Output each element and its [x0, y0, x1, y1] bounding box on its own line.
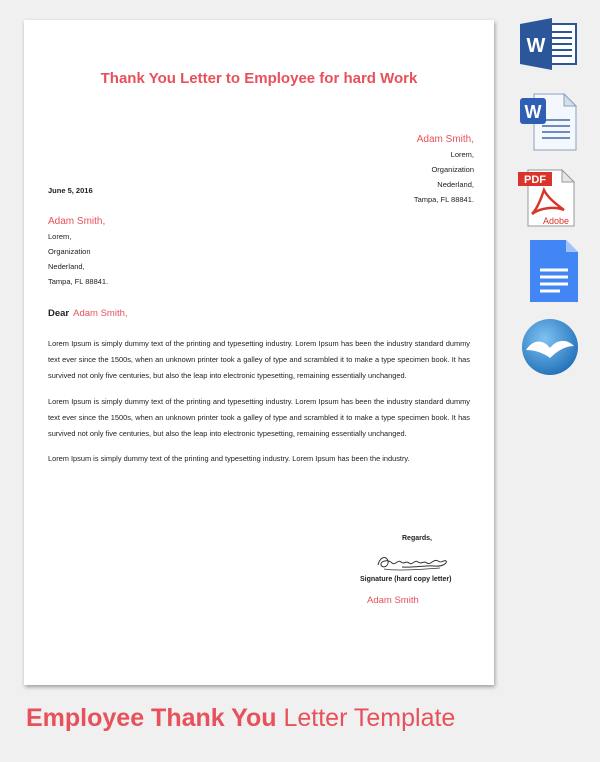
salutation-word: Dear — [48, 308, 70, 319]
sender-block — [414, 133, 474, 207]
signer-name: Adam Smith — [367, 595, 419, 606]
body-paragraph: Lorem Ipsum is simply dummy text of the printing and typesetting industry. Lorem Ipsum has been the industry standard dummy text ever since the 1500s, when an unknown printer took a galley of type and scrambled it to make a type specimen book. It has survived not only five centuries, but also the leap into electronic typesetting, remaining essentially unchanged. — [48, 339, 470, 381]
recipient-name: Adam Smith, — [48, 216, 106, 227]
handwritten-signature — [374, 549, 454, 575]
letter-title: Thank You Letter to Employee for hard Work — [100, 70, 418, 87]
word-new-letter: W — [526, 35, 546, 57]
word-new-icon[interactable] — [514, 14, 590, 79]
salutation-name: Adam Smith, — [73, 308, 128, 319]
recipient-line: Organization — [48, 247, 91, 256]
sender-line: Organization — [431, 165, 474, 174]
caption-bold: Employee Thank You — [26, 704, 277, 732]
letter-body — [48, 336, 470, 476]
sender-line: Nederland, — [437, 180, 474, 189]
letter-page — [24, 20, 494, 685]
signature-label: Signature (hard copy letter) — [360, 576, 452, 583]
letter-date: June 5, 2016 — [48, 186, 93, 195]
recipient-line: Lorem, — [48, 232, 72, 241]
word-old-letter: W — [524, 102, 542, 122]
pdf-icon[interactable] — [514, 168, 590, 233]
adobe-label: Adobe — [542, 216, 570, 226]
pdf-label: PDF — [524, 174, 546, 186]
openoffice-icon[interactable] — [514, 316, 590, 383]
body-paragraph: Lorem Ipsum is simply dummy text of the printing and typesetting industry. Lorem Ipsum has been the industry. — [48, 454, 410, 464]
word-old-icon[interactable] — [514, 90, 590, 159]
body-paragraph: Lorem Ipsum is simply dummy text of the printing and typesetting industry. Lorem Ipsum has been the industry standard dummy text ever since the 1500s, when an unknown printer took a galley of type and scrambled it to make a type specimen book. It has survived not only five centuries, but also the leap into electronic typesetting, remaining essentially unchanged. — [48, 396, 470, 439]
google-docs-icon[interactable] — [514, 238, 590, 309]
recipient-block — [48, 215, 108, 289]
sender-line: Tampa, FL 88841. — [413, 195, 474, 204]
salutation — [48, 308, 128, 319]
recipient-line: Tampa, FL 88841. — [48, 277, 109, 286]
closing-regards: Regards, — [402, 535, 432, 542]
recipient-line: Nederland, — [48, 262, 85, 271]
sender-line: Lorem, — [450, 150, 474, 159]
template-caption — [26, 704, 455, 733]
sender-name: Adam Smith, — [416, 134, 474, 145]
caption-rest: Letter Template — [276, 704, 456, 732]
